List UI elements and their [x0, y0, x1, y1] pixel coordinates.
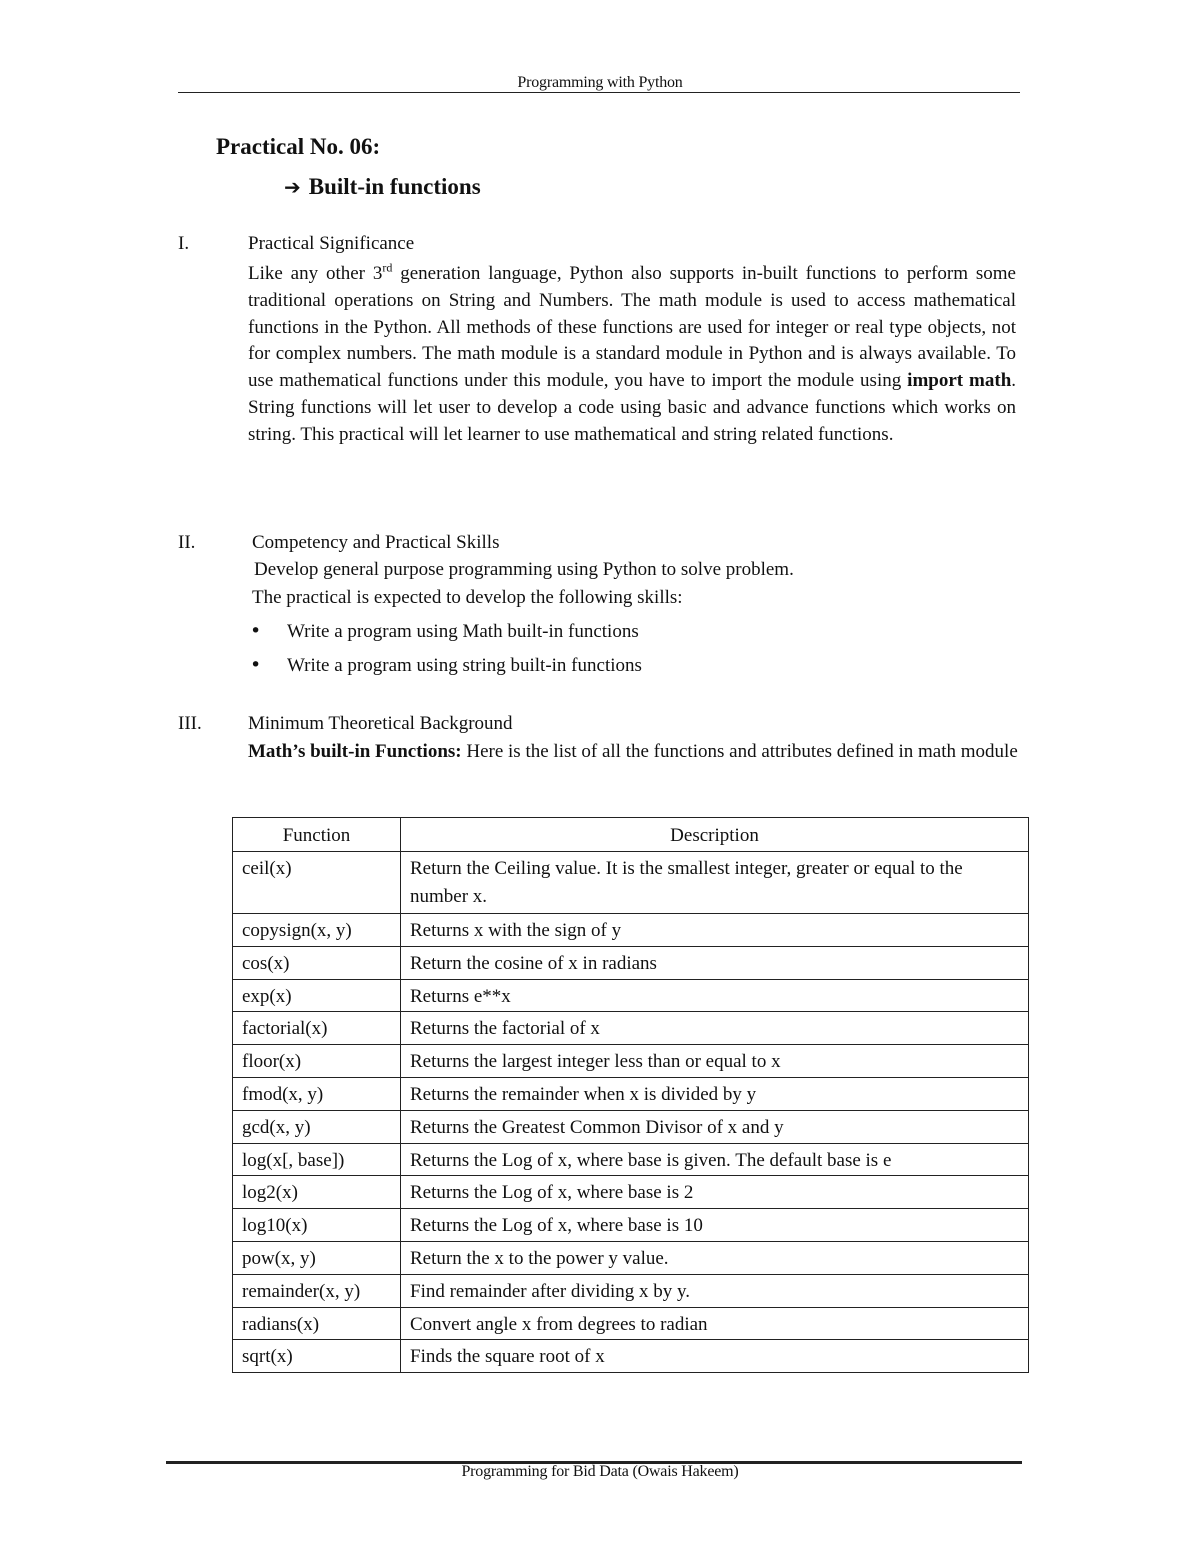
description-cell: Returns the Log of x, where base is 2: [401, 1176, 1029, 1209]
section-2-number: II.: [178, 532, 196, 553]
header-function: Function: [233, 818, 401, 852]
function-cell: factorial(x): [233, 1012, 401, 1045]
intro-rest: Here is the list of all the functions and attributes defined in math module: [461, 741, 1018, 762]
intro-bold: Math’s built-in Functions:: [248, 741, 462, 762]
table-row: [233, 1241, 1029, 1274]
para-superscript: rd: [382, 260, 393, 275]
practical-subtitle: [284, 174, 481, 200]
description-cell: Returns the Greatest Common Divisor of x and y: [401, 1110, 1029, 1143]
description-cell: Returns the Log of x, where base is 10: [401, 1209, 1029, 1242]
function-cell: pow(x, y): [233, 1241, 401, 1274]
table-row: [233, 914, 1029, 947]
table-row: [233, 1274, 1029, 1307]
description-cell: Returns x with the sign of y: [401, 914, 1029, 947]
para-bold-code: import math: [907, 370, 1012, 392]
function-cell: fmod(x, y): [233, 1077, 401, 1110]
page-header: Programming with Python: [517, 74, 683, 91]
practical-title: Practical No. 06:: [216, 134, 381, 159]
description-cell: Return the Ceiling value. It is the smallest integer, greater or equal to the number x.: [401, 852, 1029, 914]
arrow-right-icon: ➔: [284, 175, 301, 199]
description-cell: Finds the square root of x: [401, 1340, 1029, 1373]
description-cell: Returns the largest integer less than or equal to x: [401, 1045, 1029, 1078]
section-1-heading: Practical Significance: [248, 233, 415, 254]
math-functions-table: [232, 817, 1029, 1373]
table-row: [233, 979, 1029, 1012]
function-cell: gcd(x, y): [233, 1110, 401, 1143]
function-cell: radians(x): [233, 1307, 401, 1340]
section-3-number: III.: [178, 713, 202, 734]
para-text-a: Like any other 3: [248, 263, 383, 284]
table-row: [233, 1176, 1029, 1209]
table-row: [233, 1110, 1029, 1143]
table-row: [233, 1143, 1029, 1176]
table-row: [233, 1209, 1029, 1242]
description-cell: Returns the factorial of x: [401, 1012, 1029, 1045]
subtitle-text: Built-in functions: [308, 174, 481, 199]
section-2-line-2: The practical is expected to develop the following skills:: [252, 587, 683, 608]
section-2-line-1: Develop general purpose programming using Python to solve problem.: [254, 559, 794, 580]
table-row: [233, 1307, 1029, 1340]
description-cell: Returns the Log of x, where base is given. The default base is e: [401, 1143, 1029, 1176]
function-cell: exp(x): [233, 979, 401, 1012]
section-2-heading: Competency and Practical Skills: [252, 532, 500, 553]
function-cell: cos(x): [233, 946, 401, 979]
description-cell: Returns the remainder when x is divided by y: [401, 1077, 1029, 1110]
section-1-paragraph: [248, 261, 1016, 449]
function-cell: log10(x): [233, 1209, 401, 1242]
function-cell: ceil(x): [233, 852, 401, 914]
table-header-row: [233, 818, 1029, 852]
table-row: [233, 1340, 1029, 1373]
description-cell: Find remainder after dividing x by y.: [401, 1274, 1029, 1307]
header-description: Description: [401, 818, 1029, 852]
function-cell: copysign(x, y): [233, 914, 401, 947]
table-row: [233, 1077, 1029, 1110]
section-1-number: I.: [178, 233, 190, 254]
function-cell: remainder(x, y): [233, 1274, 401, 1307]
bullet-icon: •: [250, 620, 262, 642]
table-row: [233, 852, 1029, 914]
description-cell: Returns e**x: [401, 979, 1029, 1012]
table-row: [233, 1045, 1029, 1078]
bullet-icon: •: [250, 654, 262, 676]
para-text-c: . String functions will let user to develop a code using basic and advance functions which works on string. This practical will let learner to use mathematical and string related functions.: [248, 370, 1017, 445]
function-cell: log(x[, base]): [233, 1143, 401, 1176]
function-cell: floor(x): [233, 1045, 401, 1078]
section-3-intro: [248, 739, 1023, 765]
function-cell: sqrt(x): [233, 1340, 401, 1373]
skill-bullet-2: Write a program using string built-in functions: [287, 655, 642, 676]
section-3-heading: Minimum Theoretical Background: [248, 713, 513, 734]
description-cell: Return the x to the power y value.: [401, 1241, 1029, 1274]
description-cell: Convert angle x from degrees to radian: [401, 1307, 1029, 1340]
skill-bullet-1: Write a program using Math built-in functions: [287, 621, 639, 642]
table-row: [233, 1012, 1029, 1045]
function-cell: log2(x): [233, 1176, 401, 1209]
para-text-b: generation language, Python also supports in-built functions to perform some traditional operations on String and Numbers. The math module is used to access mathematical functions in the Python. All methods of these functions are used for integer or real type objects, not for complex numbers. The math module is a standard module in Python and is always available. To use mathematical functions under this module, you have to import the module using: [248, 263, 1016, 392]
header-rule: [178, 92, 1020, 93]
description-cell: Return the cosine of x in radians: [401, 946, 1029, 979]
page-footer: Programming for Bid Data (Owais Hakeem): [461, 1463, 739, 1480]
table-row: [233, 946, 1029, 979]
